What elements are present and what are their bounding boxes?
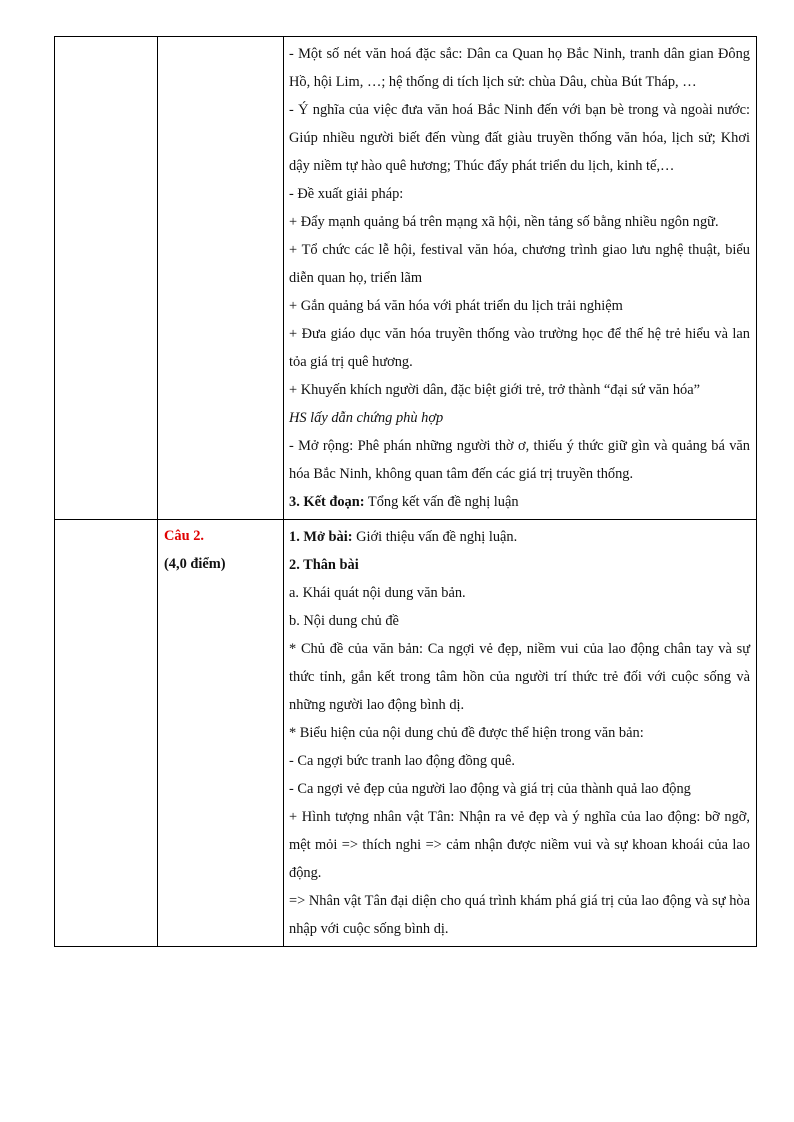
content-line: + Đẩy mạnh quảng bá trên mạng xã hội, nền tảng số bằng nhiều ngôn ngữ. bbox=[289, 214, 719, 230]
empty-cell bbox=[55, 520, 158, 947]
points-label: (4,0 điểm) bbox=[164, 556, 226, 572]
content-cell bbox=[284, 37, 757, 520]
content-line: => Nhân vật Tân đại diện cho quá trình khám phá giá trị của lao động và sự hòa nhập với cuộc sống bình dị. bbox=[289, 893, 750, 937]
answer-table bbox=[54, 36, 757, 947]
body-heading: 2. Thân bài bbox=[289, 557, 359, 573]
content-line: + Đưa giáo dục văn hóa truyền thống vào trường học để thế hệ trẻ hiểu và lan tỏa giá trị quê hương. bbox=[289, 326, 750, 370]
content-line: - Một số nét văn hoá đặc sắc: Dân ca Quan họ Bắc Ninh, tranh dân gian Đông Hồ, hội Lim, …; hệ thống di tích lịch sử: chùa Dâu, chùa Bút Tháp, … bbox=[289, 46, 750, 90]
intro-text: Giới thiệu vấn đề nghị luận. bbox=[352, 529, 518, 545]
empty-cell bbox=[55, 37, 158, 520]
conclusion-line bbox=[289, 488, 750, 516]
empty-cell bbox=[158, 37, 284, 520]
question-cell bbox=[158, 520, 284, 947]
table-row bbox=[55, 520, 757, 947]
table-row bbox=[55, 37, 757, 520]
intro-line bbox=[289, 523, 750, 551]
content-line: + Gắn quảng bá văn hóa với phát triển du lịch trải nghiệm bbox=[289, 298, 623, 314]
content-line: * Chủ đề của văn bản: Ca ngợi vẻ đẹp, niềm vui của lao động chân tay và sự thức tỉnh, gắn kết trong tâm hồn của người trí thức trẻ đối với cuộc sống và những người lao động bình dị. bbox=[289, 641, 750, 713]
content-line: + Hình tượng nhân vật Tân: Nhận ra vẻ đẹp và ý nghĩa của lao động: bỡ ngỡ, mệt mỏi => thích nghi => cảm nhận được niềm vui và sự khoan khoái của lao động. bbox=[289, 809, 750, 881]
content-line: b. Nội dung chủ đề bbox=[289, 613, 399, 629]
content-line: - Ca ngợi bức tranh lao động đồng quê. bbox=[289, 753, 516, 769]
intro-label: 1. Mở bài: bbox=[289, 529, 353, 545]
conclusion-text: Tổng kết vấn đề nghị luận bbox=[364, 494, 519, 510]
content-line: + Tổ chức các lễ hội, festival văn hóa, chương trình giao lưu nghệ thuật, biểu diễn quan họ, triển lãm bbox=[289, 242, 750, 286]
content-line: a. Khái quát nội dung văn bản. bbox=[289, 585, 466, 601]
content-cell bbox=[284, 520, 757, 947]
conclusion-label: 3. Kết đoạn: bbox=[289, 494, 365, 510]
content-line: - Đề xuất giải pháp: bbox=[289, 186, 404, 202]
italic-note: HS lấy dẫn chứng phù hợp bbox=[289, 410, 444, 426]
question-label: Câu 2. bbox=[164, 528, 204, 544]
extension-line: - Mở rộng: Phê phán những người thờ ơ, thiếu ý thức giữ gìn và quảng bá văn hóa Bắc Ninh, không quan tâm đến các giá trị truyền thống. bbox=[289, 438, 750, 482]
content-line: + Khuyến khích người dân, đặc biệt giới trẻ, trở thành “đại sứ văn hóa” bbox=[289, 382, 700, 398]
content-line: - Ca ngợi vẻ đẹp của người lao động và giá trị của thành quả lao động bbox=[289, 781, 691, 797]
content-line: - Ý nghĩa của việc đưa văn hoá Bắc Ninh đến với bạn bè trong và ngoài nước: Giúp nhiều người biết đến vùng đất giàu truyền thống văn hóa, lịch sử; Khơi dậy niềm tự hào quê hương; Thúc đẩy phát triển du lịch, kinh tế,… bbox=[289, 102, 750, 174]
content-line: * Biểu hiện của nội dung chủ đề được thể hiện trong văn bản: bbox=[289, 725, 644, 741]
